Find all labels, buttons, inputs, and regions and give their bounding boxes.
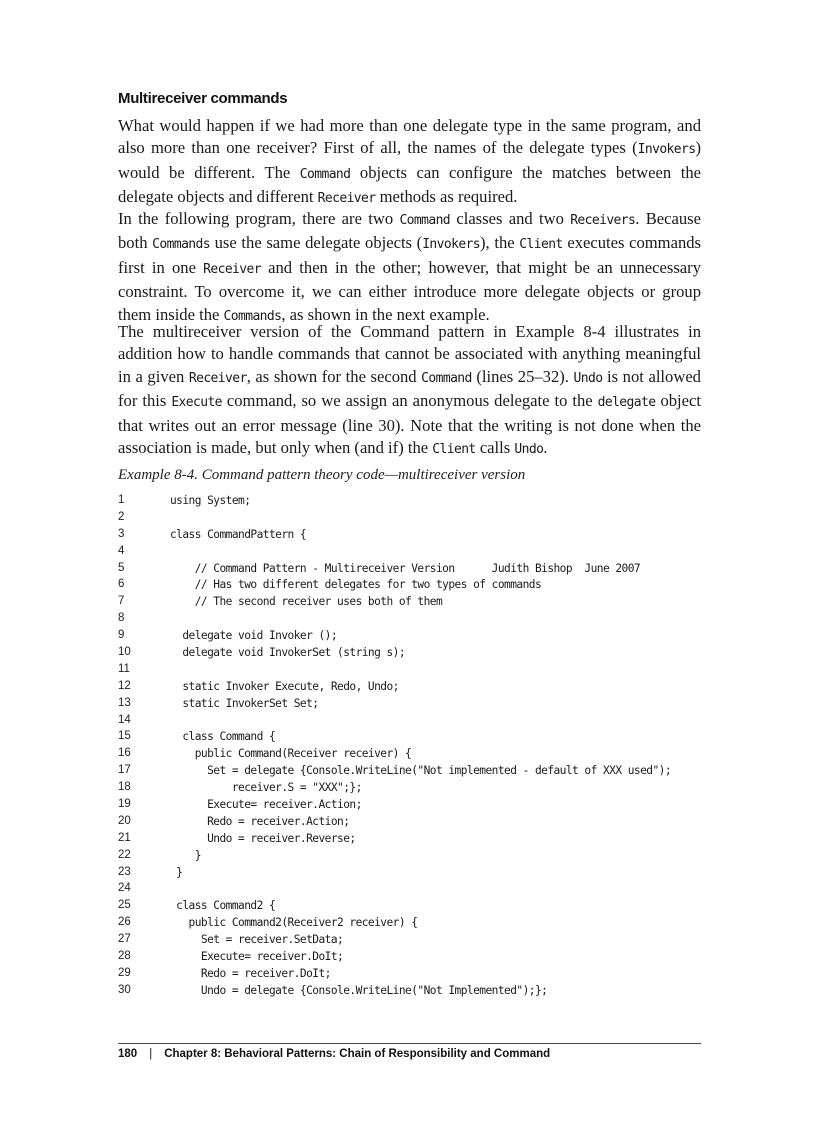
code-text: public Command(Receiver receiver) { [170, 747, 412, 761]
text-run: ), the [480, 233, 520, 253]
inline-code: Client [432, 442, 476, 458]
code-line [118, 578, 701, 595]
code-text: } [170, 848, 201, 862]
line-number: 14 [118, 713, 131, 726]
code-text: using System; [170, 494, 251, 507]
inline-code: Command [421, 370, 472, 386]
line-number: 3 [118, 527, 125, 540]
footer-rule [118, 1043, 701, 1044]
text-run: , as shown in the next example. [281, 304, 490, 324]
paragraph-2 [118, 208, 701, 328]
text-run: . Because both [118, 209, 701, 253]
line-number: 8 [118, 612, 125, 625]
text-run: calls [475, 438, 515, 458]
code-line [118, 646, 701, 663]
code-text: // The second receiver uses both of them [170, 595, 443, 609]
code-line [118, 781, 701, 798]
code-line [118, 899, 701, 916]
text-run: classes and two [450, 209, 571, 228]
code-text: // Has two different delegates for two types of commands [170, 578, 542, 592]
code-line [118, 545, 701, 562]
code-line [118, 528, 701, 545]
line-number: 22 [118, 848, 131, 861]
line-number: 2 [118, 510, 125, 523]
inline-code: Commands [223, 308, 282, 324]
line-number: 27 [118, 933, 131, 946]
code-text: Redo = receiver.Action; [170, 814, 350, 828]
code-line [118, 629, 701, 646]
line-number: 7 [118, 595, 125, 608]
code-line [118, 984, 701, 1001]
line-number: 25 [118, 899, 131, 912]
code-text: Undo = receiver.Reverse; [170, 831, 356, 845]
code-text: Redo = receiver.DoIt; [170, 966, 331, 980]
code-text: Execute= receiver.Action; [170, 798, 362, 812]
line-number: 23 [118, 865, 131, 878]
line-number: 21 [118, 831, 131, 844]
inline-code: Undo [573, 370, 603, 386]
text-run: . [543, 438, 548, 458]
code-line [118, 866, 701, 883]
inline-code: delegate [597, 395, 656, 411]
code-line [118, 747, 701, 764]
inline-code: Invokers [637, 142, 696, 158]
code-text: delegate void Invoker (); [170, 629, 338, 643]
code-text: static InvokerSet Set; [170, 696, 319, 710]
line-number: 6 [118, 578, 125, 591]
page-number: 180 [118, 1048, 138, 1060]
inline-code: Execute [171, 395, 222, 411]
line-number: 24 [118, 882, 131, 895]
text-run: is not allowed for this [118, 366, 701, 411]
code-text: class CommandPattern { [170, 527, 307, 541]
code-line [118, 950, 701, 967]
text-run: executes commands first in one [118, 233, 701, 277]
line-number: 16 [118, 747, 131, 760]
line-number: 5 [118, 561, 125, 574]
code-text: delegate void InvokerSet (string s); [170, 646, 406, 660]
page-footer [118, 1048, 550, 1060]
inline-code: Invokers [422, 237, 481, 253]
text-run: objects can configure the matches between the delegate objects and different [118, 162, 701, 207]
text-run: methods as required. [375, 187, 518, 207]
code-line [118, 511, 701, 528]
code-line [118, 663, 701, 680]
line-number: 9 [118, 629, 125, 642]
text-run: ) would be different. The [118, 138, 701, 182]
code-line [118, 714, 701, 731]
text-run: (lines 25–32). [471, 366, 574, 386]
line-number: 13 [118, 696, 131, 709]
paragraph-3 [118, 321, 701, 461]
code-line [118, 916, 701, 933]
line-number: 30 [118, 983, 131, 996]
inline-code: Receiver [317, 191, 376, 207]
code-line [118, 494, 701, 511]
line-number: 19 [118, 798, 131, 811]
text-run: , as shown for the second [246, 366, 422, 386]
code-text: Undo = delegate {Console.WriteLine("Not Implemented");}; [170, 983, 548, 997]
code-line [118, 697, 701, 714]
line-number: 1 [118, 494, 125, 506]
code-text: static Invoker Execute, Redo, Undo; [170, 679, 399, 693]
code-line [118, 933, 701, 950]
code-line [118, 764, 701, 781]
code-text: receiver.S = "XXX";}; [170, 781, 362, 795]
code-line [118, 595, 701, 612]
code-line [118, 798, 701, 815]
text-run: object that writes out an error message (line 30). Note that the writing is not done when the association is made, but only when (and if) the [118, 391, 701, 458]
text-run: and then in the other; however, that might be an unnecessary constraint. To overcome it, we can either introduce more delegate objects or group them inside the [118, 257, 701, 324]
code-line [118, 680, 701, 697]
line-number: 28 [118, 950, 131, 963]
text-run: command, so we assign an anonymous delegate to the [221, 391, 598, 411]
text-run: In the following program, there are two [118, 209, 400, 228]
code-listing [118, 494, 701, 1001]
line-number: 26 [118, 916, 131, 929]
code-line [118, 730, 701, 747]
line-number: 4 [118, 544, 125, 557]
code-text: class Command { [170, 730, 276, 744]
code-text: } [170, 865, 183, 879]
footer-separator: | [149, 1048, 153, 1060]
code-text: Set = receiver.SetData; [170, 933, 344, 947]
inline-code: Undo [514, 442, 544, 458]
example-caption: Example 8-4. Command pattern theory code—multireceiver version [118, 467, 526, 483]
text-run: The multireceiver version of the Command pattern in Example 8-4 illustrates in addition how to handle commands that cannot be associated with anything meaningful in a given [118, 322, 701, 386]
line-number: 29 [118, 966, 131, 979]
text-run: use the same delegate objects ( [209, 233, 423, 253]
inline-code: Command [299, 166, 351, 182]
text-run: What would happen if we had more than one delegate type in the same program, and also more than one receiver? First of all, the names of the delegate types ( [118, 116, 701, 158]
code-line [118, 849, 701, 866]
inline-code: Receiver [203, 261, 261, 277]
paragraph-1 [118, 115, 701, 211]
chapter-title: Chapter 8: Behavioral Patterns: Chain of Responsibility and Command [164, 1048, 551, 1060]
line-number: 17 [118, 764, 131, 777]
code-line [118, 562, 701, 579]
code-line [118, 967, 701, 984]
line-number: 12 [118, 679, 131, 692]
code-line [118, 815, 701, 832]
line-number: 15 [118, 730, 131, 743]
inline-code: Client [519, 237, 563, 253]
code-line [118, 832, 701, 849]
code-text: Set = delegate {Console.WriteLine("Not implemented - default of XXX used"); [170, 764, 672, 778]
code-text: // Command Pattern - Multireceiver Version Judith Bishop June 2007 [170, 561, 641, 575]
inline-code: Receiver [188, 370, 247, 386]
code-line [118, 612, 701, 629]
inline-code: Receivers [570, 213, 636, 228]
code-text: public Command2(Receiver2 receiver) { [170, 916, 418, 930]
code-text: Execute= receiver.DoIt; [170, 950, 344, 964]
line-number: 18 [118, 781, 131, 794]
inline-code: Command [399, 213, 451, 228]
inline-code: Commands [152, 237, 210, 253]
line-number: 11 [118, 662, 130, 675]
line-number: 10 [118, 646, 131, 659]
line-number: 20 [118, 814, 131, 827]
code-text: class Command2 { [170, 899, 276, 913]
section-heading: Multireceiver commands [118, 90, 288, 107]
code-line [118, 882, 701, 899]
